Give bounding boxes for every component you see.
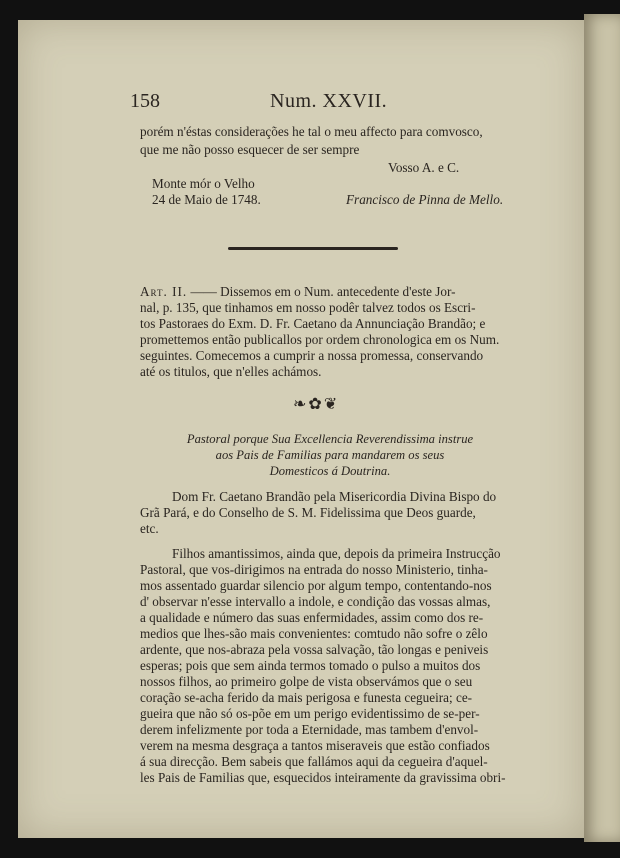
body-line: coração se-acha ferido da mais perigosa e funesta cegueira; ce- <box>140 690 473 705</box>
body-line: á sua direcção. Bem sabeis que fallámos aqui da cegueira d'aquel- <box>140 754 488 769</box>
body-line: verem na mesma desgraça a tantos miseraveis que estão confiados <box>140 738 490 753</box>
body-line: esperas; pois que sem ainda termos tomado o pulso a muitos dos <box>140 658 481 673</box>
letter-date: 24 de Maio de 1748. <box>152 192 261 207</box>
letter-closing: Vosso A. e C. <box>388 160 460 175</box>
page-number: 158 <box>130 90 160 112</box>
article-line: —— Dissemos em o Num. antecedente d'este Jor- <box>190 284 456 299</box>
body-line: medios que lhes-são mais convenientes: comtudo não sofre o zêlo <box>140 626 488 641</box>
article-line: promettemos então publicallos por ordem chronologica em os Num. <box>140 332 500 347</box>
pastoral-title-line: aos Pais de Familias para mandarem os seus <box>215 448 445 462</box>
body-line: Pastoral, que vos-dirigimos na entrada do nosso Ministerio, tinha- <box>140 562 488 577</box>
issue-number: Num. XXVII. <box>270 90 388 112</box>
article-line-first <box>140 284 456 300</box>
fleuron-ornament-icon: ❧✿❦ <box>293 396 340 413</box>
letter-line: porém n'éstas considerações he tal o meu affecto para comvosco, <box>140 124 483 139</box>
body-line: mos assentado guardar silencio por algum tempo, contentando-nos <box>140 578 492 593</box>
body-line: a qualidade e número das suas enfermidades, assim como dos re- <box>140 610 484 625</box>
article-line: nal, p. 135, que tinhamos em nosso podêr talvez todos os Escri- <box>140 300 476 315</box>
letter-place: Monte mór o Velho <box>152 176 255 191</box>
body-line: Filhos amantissimos, ainda que, depois da primeira Instrucção <box>172 546 501 561</box>
facing-page-edge <box>584 14 620 842</box>
article-line: até os titulos, que n'elles achámos. <box>140 364 322 379</box>
body-line: gueira que não só os-põe em um perigo evidentissimo de se-per- <box>140 706 480 721</box>
article-line: seguintes. Comecemos a cumprir a nossa promessa, conservando <box>140 348 484 363</box>
body-line: ardente, que nos-abraza pela vossa salvação, tão longas e peniveis <box>140 642 489 657</box>
pastoral-title-line: Domesticos á Doutrina. <box>269 464 391 478</box>
article-line: tos Pastoraes do Exm. D. Fr. Caetano da Annunciação Brandão; e <box>140 316 486 331</box>
body-line: derem infelizmente por toda a Eternidade, mas tambem d'envol- <box>140 722 479 737</box>
section-divider <box>228 247 398 250</box>
salutation-line: Grã Pará, e do Conselho de S. M. Fidelissima que Deos guarde, <box>140 505 476 520</box>
pastoral-title-line: Pastoral porque Sua Excellencia Reverendissima instrue <box>186 432 474 446</box>
body-line: d' observar n'esse intervallo a indole, e condição das vossas almas, <box>140 594 491 609</box>
salutation-line: Dom Fr. Caetano Brandão pela Misericordia Divina Bispo do <box>172 489 497 504</box>
salutation-line: etc. <box>140 521 159 536</box>
body-line: les Pais de Familias que, esquecidos inteiramente da gravissima obri- <box>140 770 506 785</box>
letter-signature: Francisco de Pinna de Mello. <box>346 192 504 207</box>
article-label: Art. II. <box>140 284 188 299</box>
letter-line: que me não posso esquecer de ser sempre <box>140 142 360 157</box>
body-line: nossos filhos, ao primeiro golpe de vista observámos que o seu <box>140 674 473 689</box>
